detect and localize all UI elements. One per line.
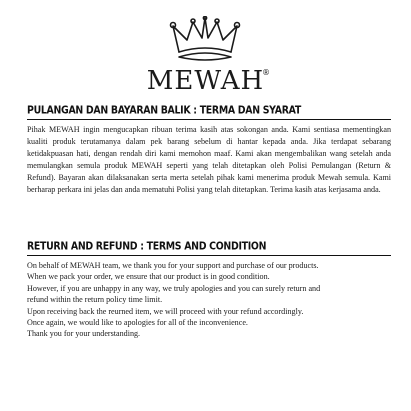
malay-terms-heading: PULANGAN DAN BAYARAN BALIK : TERMA DAN SYARAT: [27, 104, 301, 117]
english-terms-section: [27, 242, 391, 340]
english-terms-line: On behalf of MEWAH team, we thank you for your support and purchase of our products.: [27, 261, 319, 270]
brand-logo: [0, 6, 411, 98]
brand-name: MEWAH: [146, 66, 265, 96]
heading-underline: [27, 119, 391, 120]
english-terms-body: [27, 260, 391, 340]
english-terms-line: Upon receiving back the reurned item, we will proceed with your refund accordingly.: [27, 306, 304, 316]
registered-mark: ®: [262, 68, 270, 77]
malay-terms-section: [27, 106, 391, 196]
malay-terms-paragraph: Pihak MEWAH ingin mengucapkan ribuan terima kasih atas sokongan anda. Kami sentiasa mementingkan kualiti produk terutamanya dalam pek barang sebelum di hantar kepada anda. Jika terdapat sebarang ketidakpuasan hati, dengan rendah diri kami memohon maaf. Kami akan mengembalikan wang setelah anda memulangkan semula produk MEWAH seperti yang telah ditetapkan oleh Polisi Pemulangan (Return & Refund). Bayaran akan dilaksanakan serta merta setelah pihak kami menerima produk Mewah semula. Kami berharap perkara ini jelas dan anda mematuhi Polisi yang telah ditetapkan. Terima kasih atas kerjasama anda.: [27, 125, 391, 194]
heading-underline: [27, 255, 391, 256]
english-terms-line: When we pack your order, we ensure that our product is in good condition.: [27, 272, 270, 282]
english-terms-heading: RETURN AND REFUND : TERMS AND CONDITION: [27, 240, 267, 253]
crown-icon: [165, 16, 245, 66]
english-terms-line: Thank you for your understanding.: [27, 329, 141, 339]
english-terms-line: However, if you are unhappy in any way, we truly apologies and you can surely return and: [27, 283, 321, 293]
english-terms-line: Once again, we would like to apologies for all of the inconvenience.: [27, 318, 248, 328]
english-terms-line: refund within the return policy time limit.: [27, 295, 163, 305]
